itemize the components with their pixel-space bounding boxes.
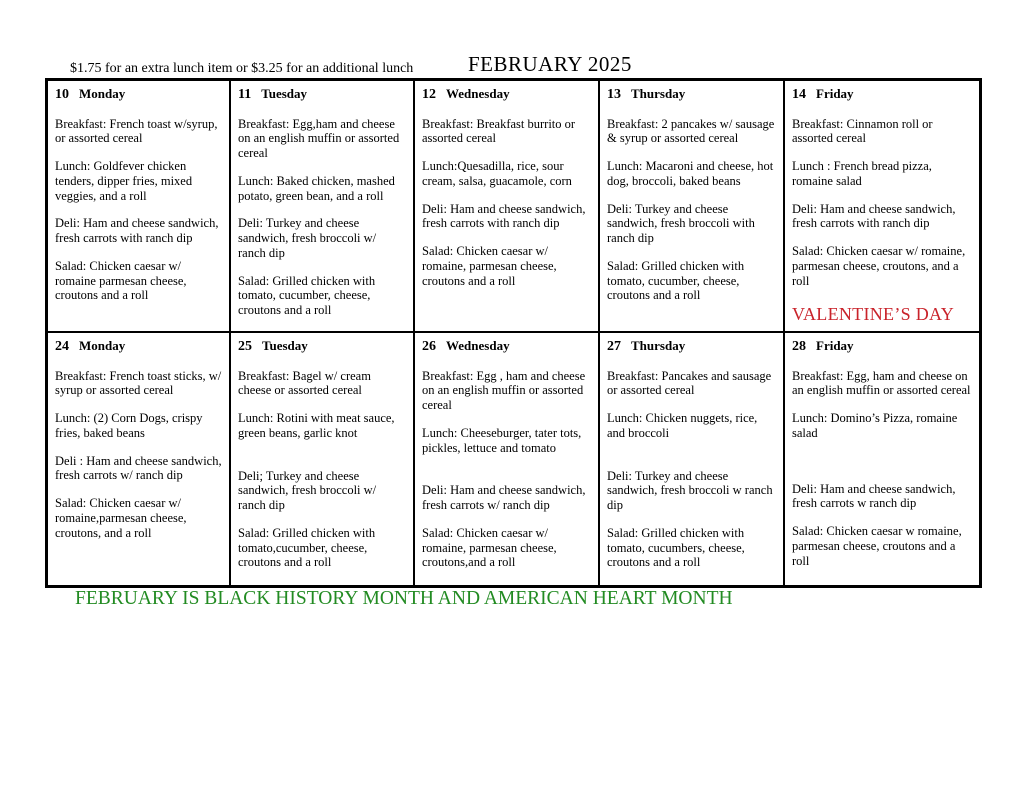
calendar-cell-27-thursday xyxy=(600,333,785,585)
menu-item: Breakfast: French toast sticks, w/ syrup or assorted cereal xyxy=(55,368,222,398)
day-name: Tuesday xyxy=(261,86,308,101)
day-header xyxy=(792,338,973,356)
menu-item: Deli: Ham and cheese sandwich, fresh carrots w/ ranch dip xyxy=(422,483,586,513)
calendar-cell-12-wednesday xyxy=(415,81,600,333)
calendar-cell-13-thursday xyxy=(600,81,785,333)
day-header xyxy=(792,86,973,104)
day-number: 12 xyxy=(422,87,436,102)
calendar-cell-10-monday xyxy=(48,81,231,333)
menu-item: Deli; Turkey and cheese sandwich, fresh broccoli w/ ranch dip xyxy=(238,468,377,513)
day-header xyxy=(238,86,407,104)
menu-item: Salad: Chicken caesar w/ romaine,parmesan cheese, croutons, and a roll xyxy=(55,496,187,540)
menu-item: Breakfast: Pancakes and sausage or assorted cereal xyxy=(607,368,772,398)
extra-lunch-price-note: $1.75 for an extra lunch item or $3.25 for an additional lunch xyxy=(70,61,414,76)
menu-item: Deli: Ham and cheese sandwich, fresh carrots with ranch dip xyxy=(792,201,956,231)
menu-item: Deli: Ham and cheese sandwich, fresh carrots with ranch dip xyxy=(55,216,219,246)
menu-item: Salad: Chicken caesar w/ romaine, parmesan cheese, croutons,and a roll xyxy=(422,525,557,570)
day-name: Wednesday xyxy=(446,338,510,353)
menu-item: Lunch:Quesadilla, rice, sour cream, salsa, guacamole, corn xyxy=(422,159,572,188)
menu-item: Lunch: Goldfever chicken tenders, dipper fries, mixed veggies, and a roll xyxy=(55,159,193,203)
menu-item: Salad: Grilled chicken with tomato,cucumber, cheese, croutons and a roll xyxy=(238,525,376,570)
day-number: 25 xyxy=(238,339,252,354)
menu-item: Salad: Grilled chicken with tomato, cucumbers, cheese, croutons and a roll xyxy=(607,525,745,570)
menu-item: Lunch: Baked chicken, mashed potato, green bean, and a roll xyxy=(238,173,395,203)
day-number: 10 xyxy=(55,87,69,102)
menu-item: Lunch: Chicken nuggets, rice, and broccoli xyxy=(607,411,758,440)
day-name: Friday xyxy=(816,338,854,353)
calendar-cell-26-wednesday xyxy=(415,333,600,585)
day-name: Monday xyxy=(79,86,126,101)
calendar-cell-11-tuesday xyxy=(231,81,415,333)
calendar-cell-24-monday xyxy=(48,333,231,585)
menu-item: Breakfast: Egg, ham and cheese on an english muffin or assorted cereal xyxy=(792,368,971,398)
day-name: Friday xyxy=(816,86,854,101)
day-number: 11 xyxy=(238,87,252,102)
day-number: 14 xyxy=(792,87,806,102)
day-number: 24 xyxy=(55,339,69,354)
day-name: Tuesday xyxy=(262,338,308,353)
menu-item: Lunch: Domino’s Pizza, romaine salad xyxy=(792,411,958,440)
menu-item: Breakfast: 2 pancakes w/ sausage & syrup or assorted cereal xyxy=(607,116,775,146)
menu-item: Deli: Turkey and cheese sandwich, fresh broccoli w ranch dip xyxy=(607,468,773,513)
menu-item: Salad: Chicken caesar w/ romaine, parmesan cheese, croutons, and a roll xyxy=(792,244,966,288)
menu-item: Lunch: Rotini with meat sauce, green beans, garlic knot xyxy=(238,411,395,440)
holiday-note: VALENTINE’S DAY xyxy=(792,304,954,325)
day-header xyxy=(422,338,592,356)
menu-item: Lunch: Cheeseburger, tater tots, pickles, lettuce and tomato xyxy=(422,425,582,455)
calendar-cell-28-friday xyxy=(785,333,979,585)
menu-item: Deli: Ham and cheese sandwich, fresh carrots with ranch dip xyxy=(422,201,586,231)
menu-item: Deli: Turkey and cheese sandwich, fresh broccoli with ranch dip xyxy=(607,201,755,246)
menu-item: Salad: Chicken caesar w/ romaine, parmesan cheese, croutons and a roll xyxy=(422,244,557,288)
menu-item: Breakfast: Breakfast burrito or assorted cereal xyxy=(422,116,576,146)
menu-item: Breakfast: Egg , ham and cheese on an english muffin or assorted cereal xyxy=(422,368,586,413)
day-name: Thursday xyxy=(631,86,686,101)
day-name: Thursday xyxy=(631,338,686,353)
menu-item: Breakfast: French toast w/syrup, or assorted cereal xyxy=(55,116,218,146)
calendar-grid xyxy=(45,78,982,588)
menu-item: Deli: Turkey and cheese sandwich, fresh broccoli w/ ranch dip xyxy=(238,216,377,260)
calendar-cell-14-friday xyxy=(785,81,979,333)
menu-item: Breakfast: Bagel w/ cream cheese or assorted cereal xyxy=(238,368,371,398)
day-header xyxy=(55,86,223,104)
menu-item: Salad: Chicken caesar w romaine, parmesan cheese, croutons and a roll xyxy=(792,524,962,568)
day-number: 27 xyxy=(607,339,621,354)
day-number: 13 xyxy=(607,87,621,102)
menu-item: Lunch: (2) Corn Dogs, crispy fries, baked beans xyxy=(55,411,203,440)
menu-item: Lunch: Macaroni and cheese, hot dog, broccoli, baked beans xyxy=(607,159,774,188)
menu-item: Salad: Chicken caesar w/ romaine parmesan cheese, croutons and a roll xyxy=(55,258,187,303)
day-header xyxy=(55,338,223,356)
menu-item: Salad: Grilled chicken with tomato, cucumber, cheese, croutons and a roll xyxy=(607,258,745,303)
menu-item: Breakfast: Egg,ham and cheese on an english muffin or assorted cereal xyxy=(238,116,400,161)
day-header xyxy=(607,86,777,104)
day-header xyxy=(422,86,592,104)
page-title: FEBRUARY 2025 xyxy=(468,52,632,76)
day-number: 28 xyxy=(792,339,806,354)
menu-item: Salad: Grilled chicken with tomato, cucumber, cheese, croutons and a roll xyxy=(238,273,376,318)
footer-banner: FEBRUARY IS BLACK HISTORY MONTH AND AMERICAN HEART MONTH xyxy=(75,588,733,609)
day-header xyxy=(607,338,777,356)
day-name: Wednesday xyxy=(446,86,510,101)
day-number: 26 xyxy=(422,339,436,354)
menu-item: Deli : Ham and cheese sandwich, fresh carrots w/ ranch dip xyxy=(55,453,222,483)
menu-item: Lunch : French bread pizza, romaine salad xyxy=(792,159,932,188)
menu-item: Deli: Ham and cheese sandwich, fresh carrots w ranch dip xyxy=(792,481,956,511)
day-name: Monday xyxy=(79,338,126,353)
calendar-cell-25-tuesday xyxy=(231,333,415,585)
menu-item: Breakfast: Cinnamon roll or assorted cereal xyxy=(792,116,933,146)
day-header xyxy=(238,338,407,356)
